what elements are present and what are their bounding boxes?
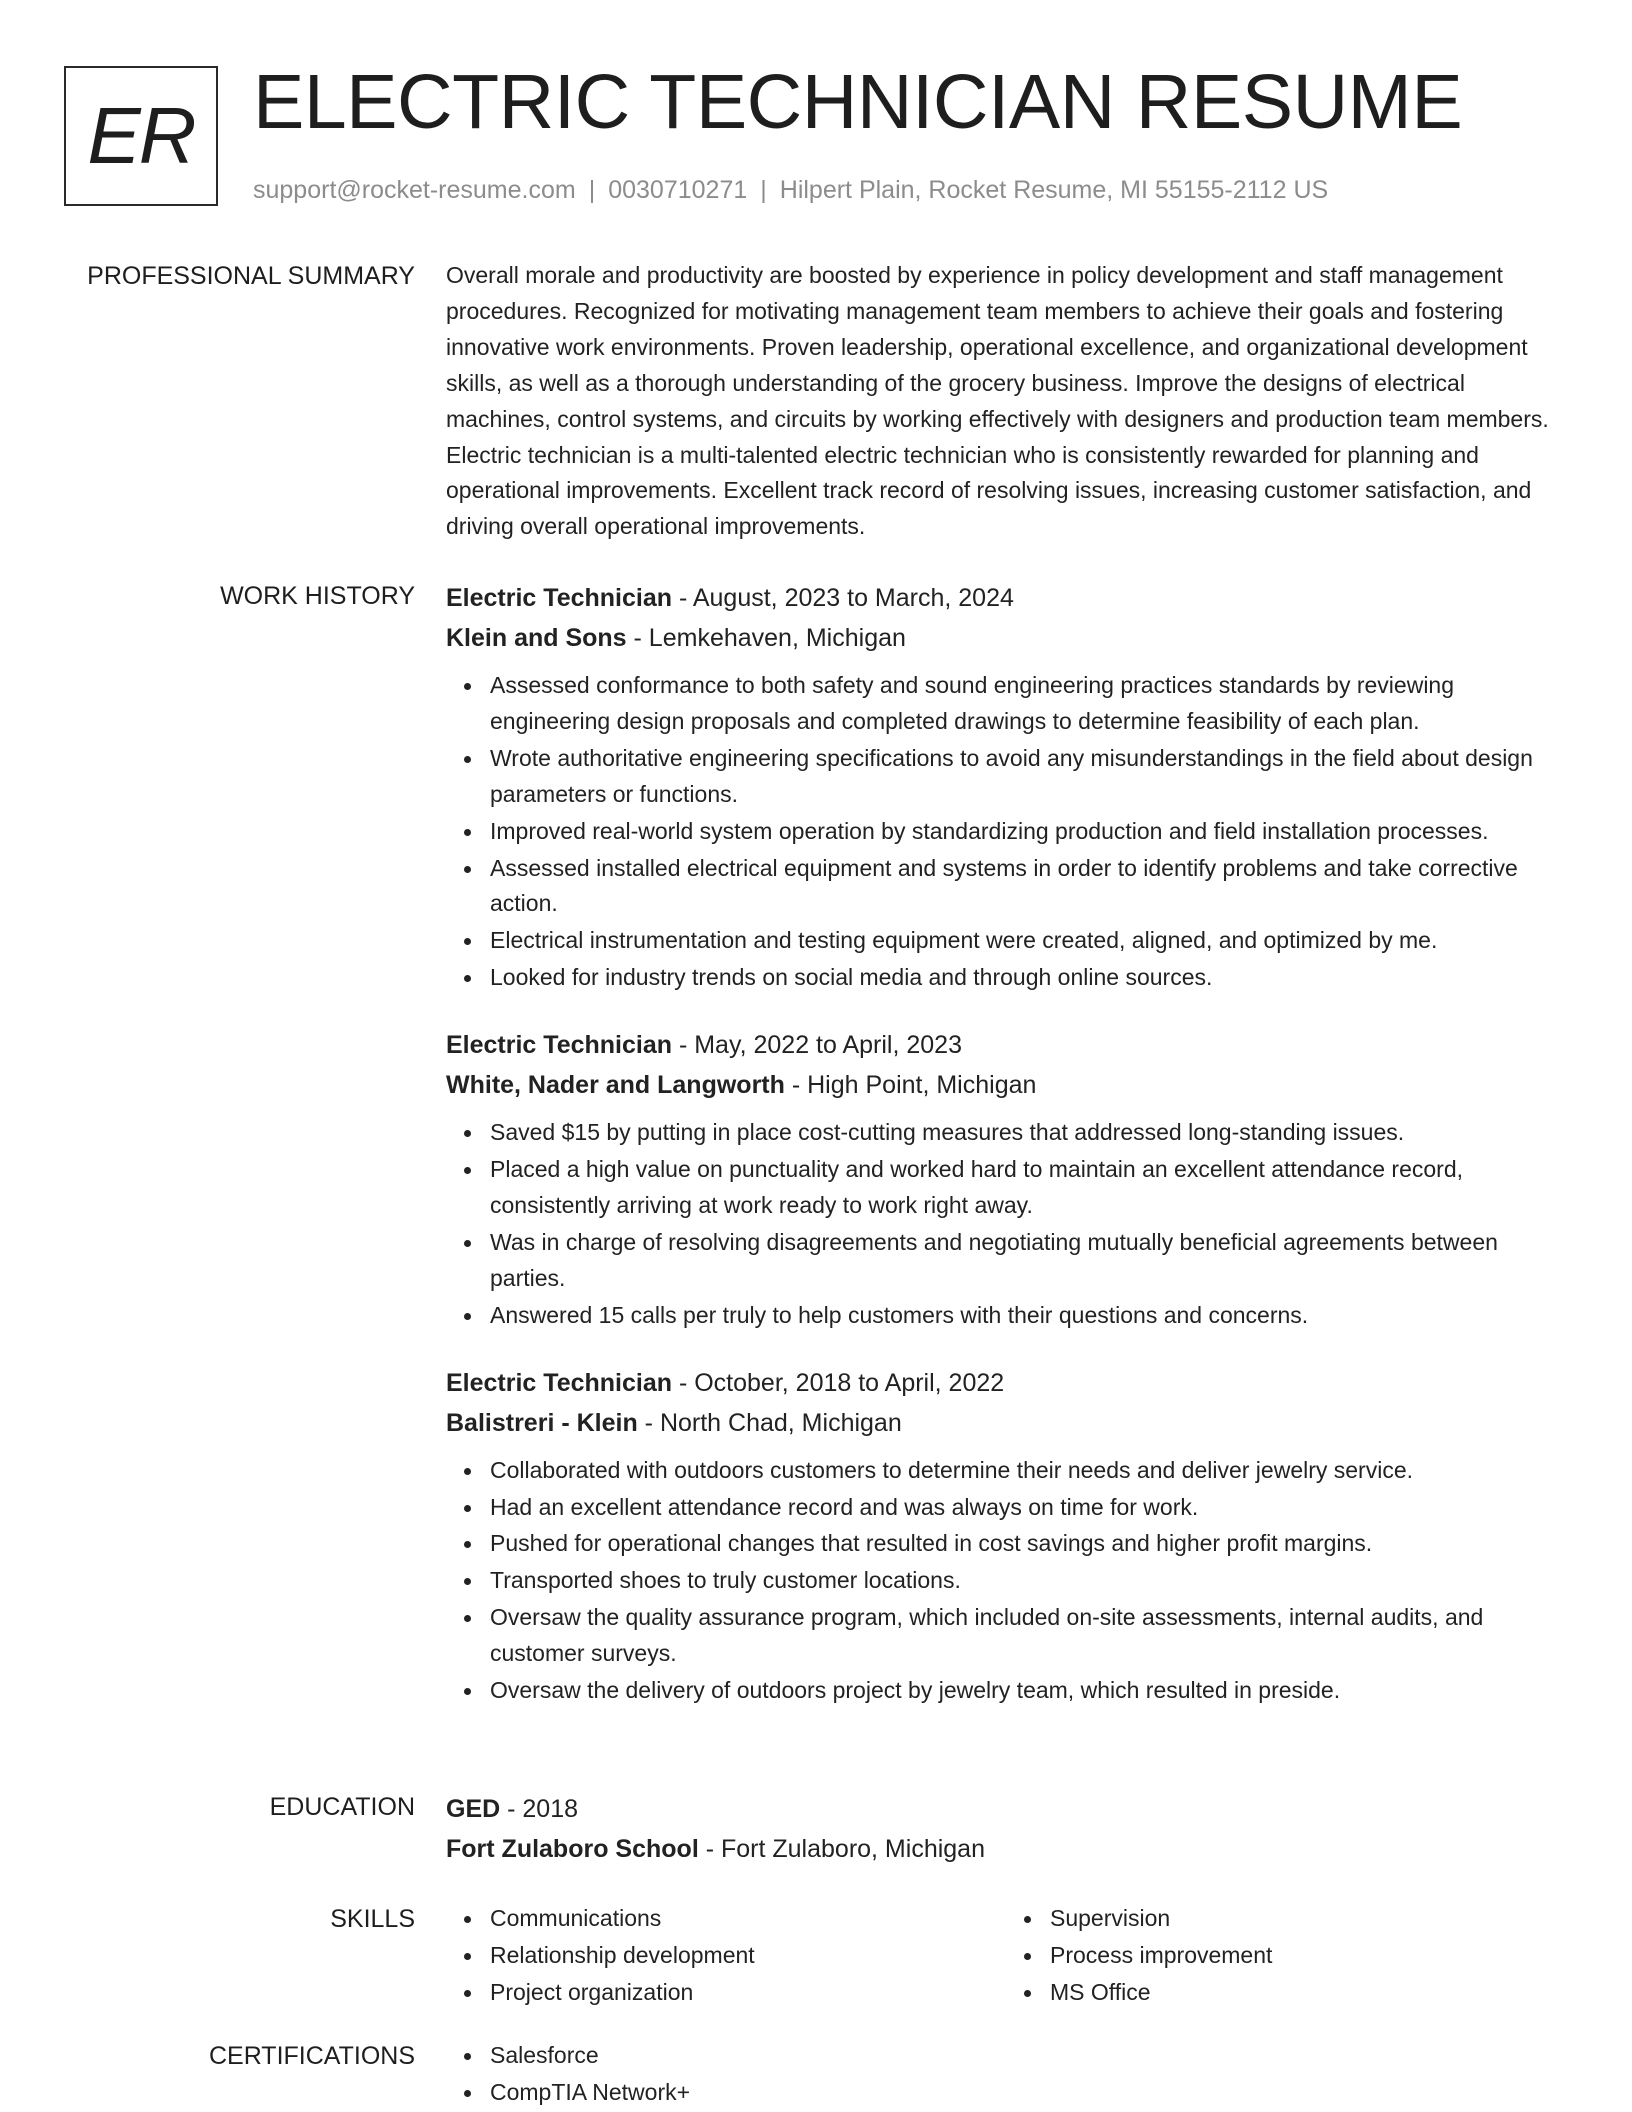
skills-body	[446, 1901, 1566, 2012]
list-item: Improved real-world system operation by standardizing production and field installation processes.	[490, 814, 1566, 850]
list-item: Wrote authoritative engineering specifications to avoid any misunderstandings in the field about design parameters or functions.	[490, 741, 1566, 813]
job-company-line	[446, 618, 1566, 658]
list-item: Was in charge of resolving disagreements and negotiating mutually beneficial agreements between parties.	[490, 1225, 1566, 1297]
job-title: Electric Technician	[446, 584, 673, 612]
job-location: - High Point, Michigan	[784, 1071, 1037, 1100]
list-item: CompTIA Network+	[490, 2075, 1566, 2111]
job-entry	[446, 1363, 1566, 1709]
resume-title: ELECTRIC TECHNICIAN RESUME	[253, 59, 1463, 145]
skills-list-left	[446, 1901, 1006, 2012]
section-label-education: EDUCATION	[269, 1793, 415, 1821]
list-item: Collaborated with outdoors customers to determine their needs and deliver jewelry service.	[490, 1453, 1566, 1489]
contact-phone: 0030710271	[608, 176, 748, 204]
job-title: Electric Technician	[446, 1031, 673, 1060]
list-item: Supervision	[1050, 1901, 1566, 1937]
summary-body	[446, 258, 1566, 545]
education-body	[446, 1789, 1566, 1869]
section-label-summary: PROFESSIONAL SUMMARY	[87, 262, 415, 290]
job-entry	[446, 1025, 1566, 1333]
summary-text: Overall morale and productivity are boosted by experience in policy development and staff management procedures. Recognized for motivating management team members to achieve their goals and fostering innovative work environments. Proven leadership, operational excellence, and organizational development skills, as well as a thorough understanding of the grocery business. Improve the designs of electrical machines, control systems, and circuits by working effectively with designers and production team members. Electric technician is a multi-talented electric technician who is consistently rewarded for planning and operational improvements. Excellent track record of resolving issues, increasing customer satisfaction, and driving overall operational improvements.	[446, 262, 1549, 540]
education-degree-line	[446, 1789, 1566, 1829]
job-company: White, Nader and Langworth	[446, 1071, 785, 1100]
list-item: Relationship development	[490, 1938, 1006, 1974]
education-degree: GED	[446, 1795, 501, 1823]
job-title-line	[446, 1363, 1566, 1403]
list-item: Pushed for operational changes that resulted in cost savings and higher profit margins.	[490, 1526, 1566, 1562]
list-item: MS Office	[1050, 1975, 1566, 2011]
list-item: Oversaw the delivery of outdoors project by jewelry team, which resulted in preside.	[490, 1673, 1566, 1709]
list-item: Electrical instrumentation and testing equipment were created, aligned, and optimized by me.	[490, 923, 1566, 959]
list-item: Saved $15 by putting in place cost-cutting measures that addressed long-standing issues.	[490, 1115, 1566, 1151]
job-company-line	[446, 1065, 1566, 1105]
job-title-line	[446, 578, 1566, 618]
section-label-skills: SKILLS	[330, 1905, 415, 1933]
section-label-certifications: CERTIFICATIONS	[208, 2042, 415, 2070]
job-dates: - October, 2018 to April, 2022	[672, 1368, 1005, 1397]
work-history-body	[446, 578, 1566, 1710]
list-item: Process improvement	[1050, 1938, 1566, 1974]
contact-line	[253, 173, 1328, 207]
job-bullets	[446, 668, 1566, 996]
job-entry	[446, 578, 1566, 996]
job-dates: - August, 2023 to March, 2024	[672, 584, 1014, 612]
certifications-list	[446, 2038, 1566, 2111]
list-item: Assessed conformance to both safety and sound engineering practices standards by reviewing engineering design proposals and completed drawings to determine feasibility of each plan.	[490, 668, 1566, 740]
list-item: Oversaw the quality assurance program, which included on-site assessments, internal audits, and customer surveys.	[490, 1600, 1566, 1672]
job-company: Klein and Sons	[446, 624, 627, 652]
education-year: - 2018	[500, 1795, 579, 1823]
job-location: - Lemkehaven, Michigan	[626, 624, 906, 652]
contact-separator: |	[588, 176, 596, 204]
job-company: Balistreri - Klein	[446, 1408, 638, 1437]
list-item: Placed a high value on punctuality and worked hard to maintain an excellent attendance record, consistently arriving at work ready to work right away.	[490, 1152, 1566, 1224]
education-school-line	[446, 1829, 1566, 1869]
education-school: Fort Zulaboro School	[446, 1835, 699, 1863]
job-title: Electric Technician	[446, 1368, 673, 1397]
contact-separator: |	[760, 176, 767, 204]
job-title-line	[446, 1025, 1566, 1065]
monogram-initials: ER	[87, 91, 195, 180]
list-item: Communications	[490, 1901, 1006, 1937]
job-location: - North Chad, Michigan	[637, 1408, 902, 1437]
certifications-body	[446, 2038, 1566, 2112]
list-item: Assessed installed electrical equipment and systems in order to identify problems and take corrective action.	[490, 851, 1566, 923]
contact-address: Hilpert Plain, Rocket Resume, MI 55155-2112 US	[779, 176, 1329, 204]
list-item: Had an excellent attendance record and was always on time for work.	[490, 1490, 1566, 1526]
section-label-work: WORK HISTORY	[220, 582, 415, 610]
list-item: Looked for industry trends on social media and through online sources.	[490, 960, 1566, 996]
job-dates: - May, 2022 to April, 2023	[672, 1031, 962, 1060]
monogram-box	[64, 66, 218, 206]
skills-list-right	[1006, 1901, 1566, 2012]
list-item: Project organization	[490, 1975, 1006, 2011]
list-item: Answered 15 calls per truly to help customers with their questions and concerns.	[490, 1298, 1566, 1334]
list-item: Transported shoes to truly customer locations.	[490, 1563, 1566, 1599]
contact-email: support@rocket-resume.com	[253, 176, 576, 204]
education-location: - Fort Zulaboro, Michigan	[698, 1835, 985, 1863]
job-bullets	[446, 1453, 1566, 1709]
job-bullets	[446, 1115, 1566, 1333]
job-company-line	[446, 1403, 1566, 1443]
list-item: Salesforce	[490, 2038, 1566, 2074]
